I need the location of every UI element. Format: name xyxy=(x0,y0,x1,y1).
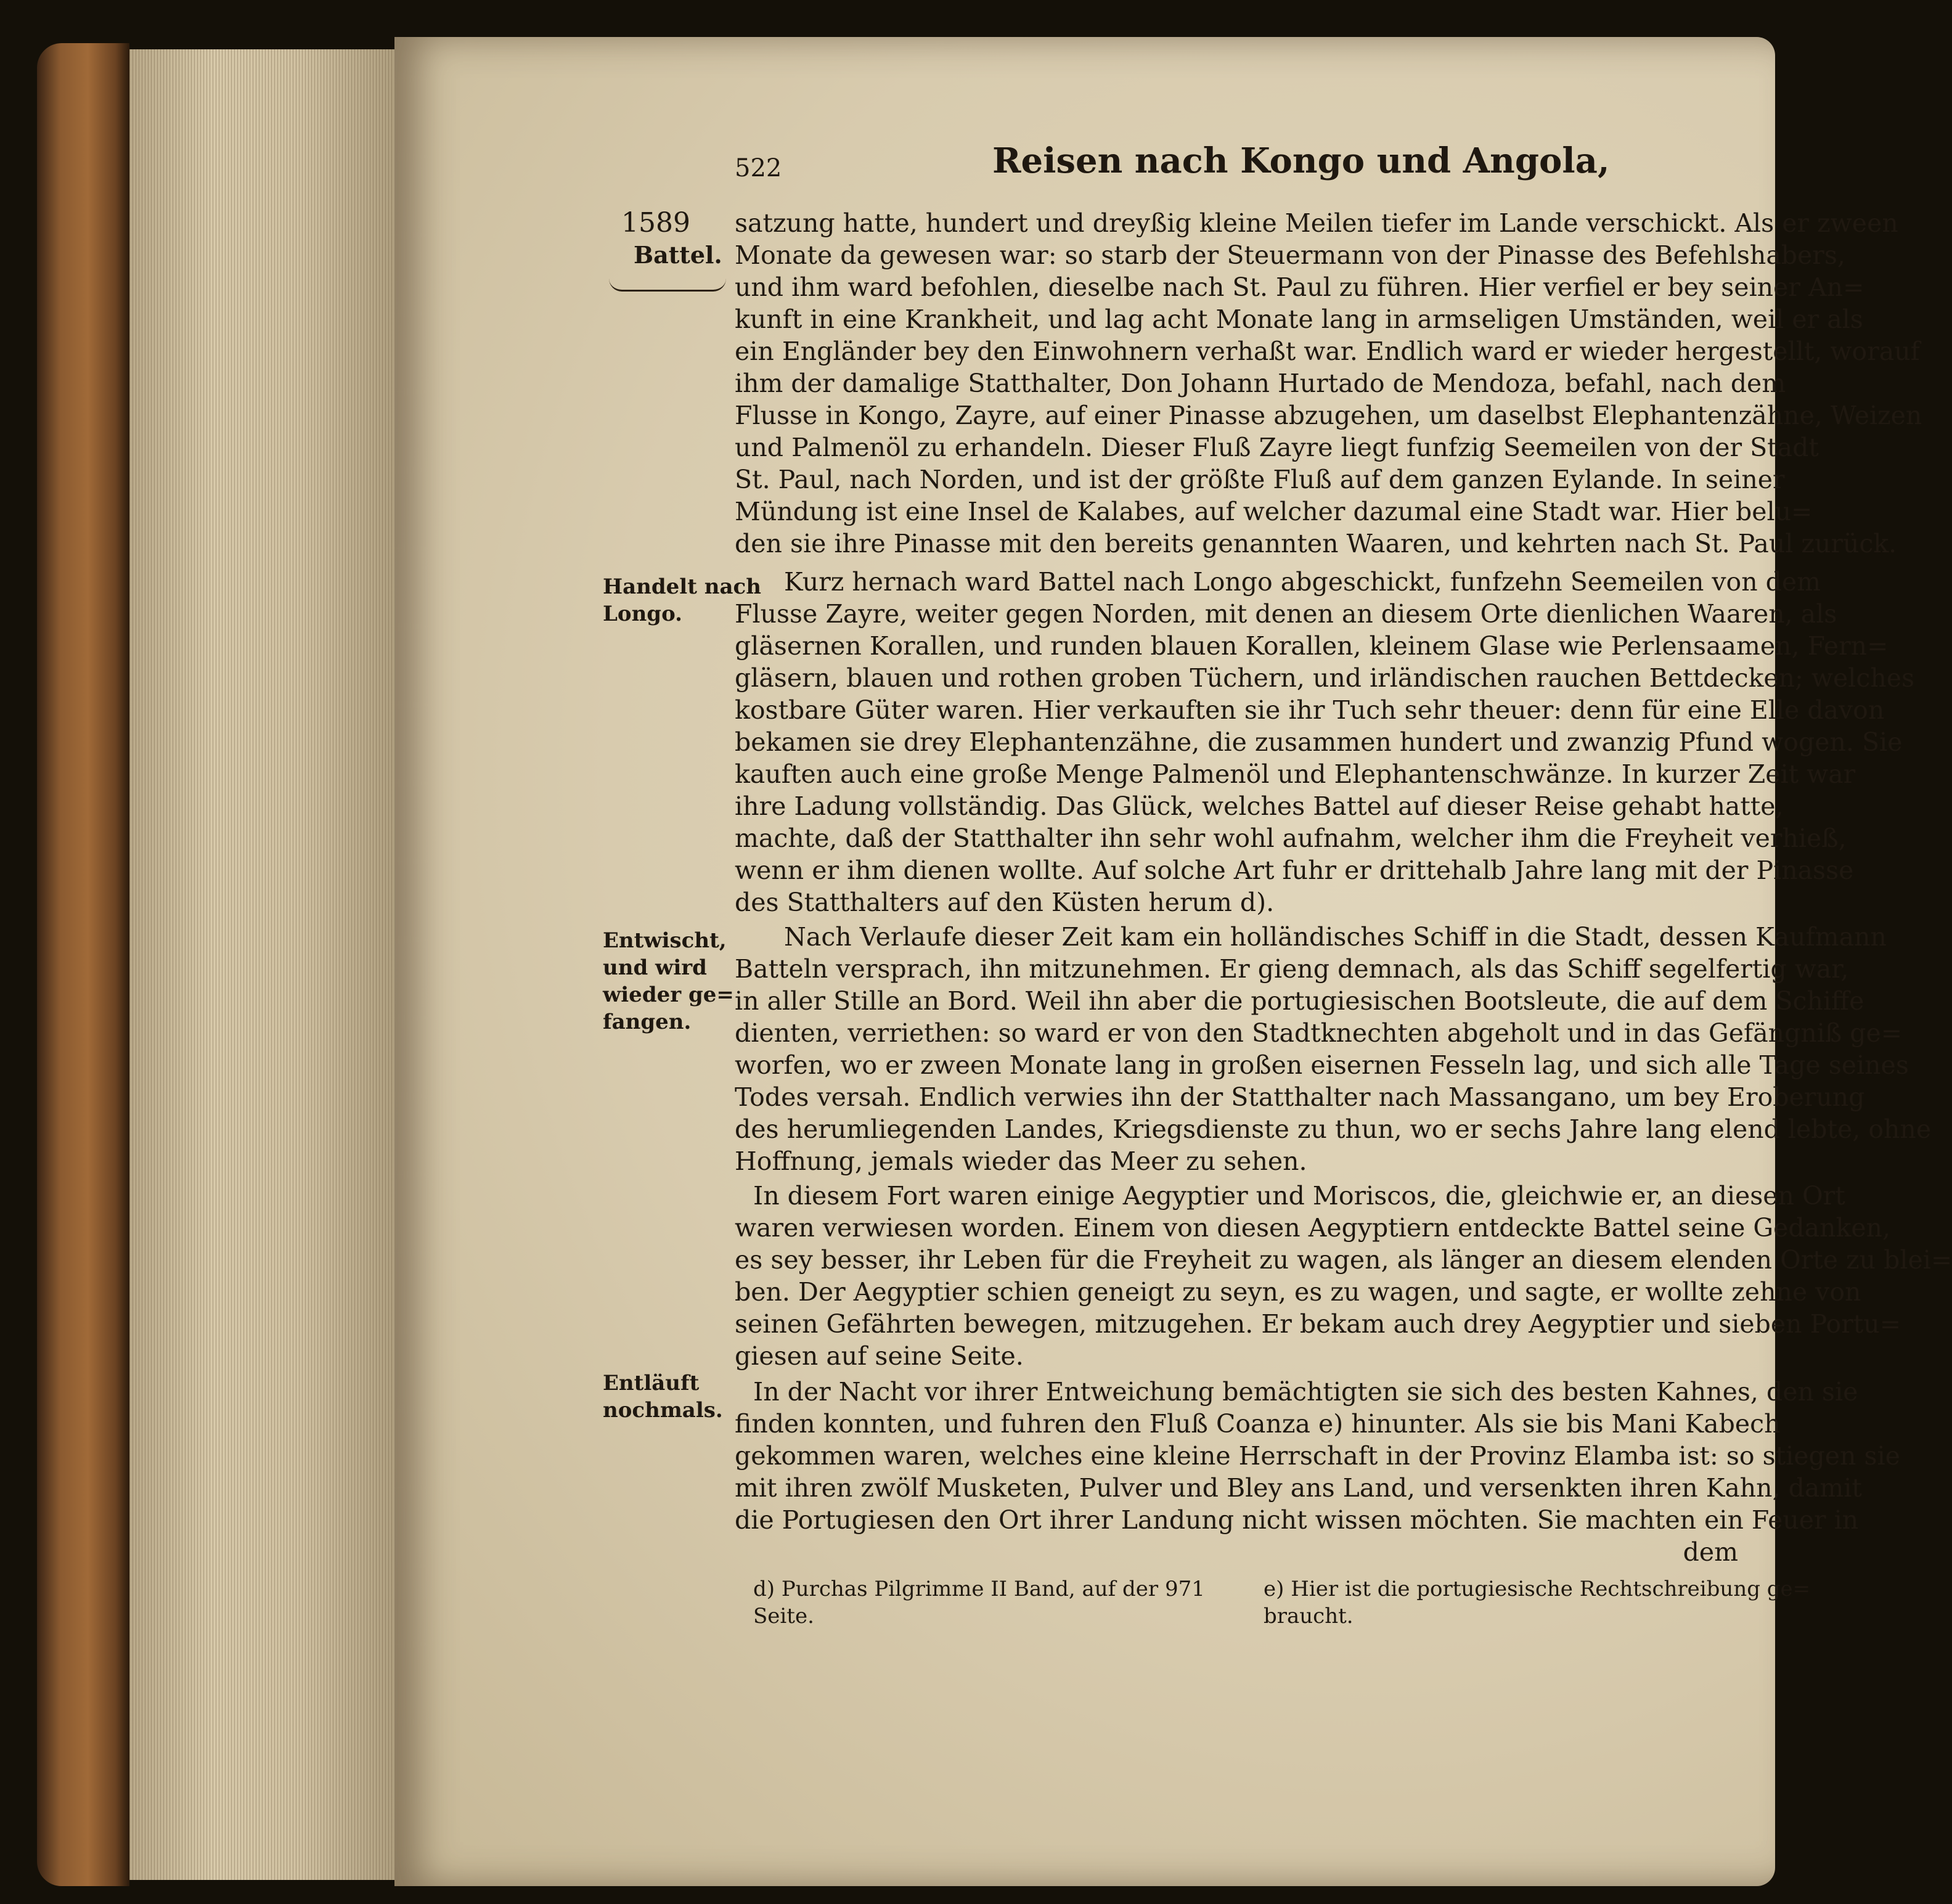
body-line: es sey besser, ihr Leben für die Freyheit zu wagen, als länger an diesem elenden Orte zu blei= xyxy=(735,1245,1952,1275)
margin-line: Entläuft xyxy=(603,1371,700,1395)
body-line: bekamen sie drey Elephantenzähne, die zusammen hundert und zwanzig Pfund wogen. Sie xyxy=(735,727,1903,757)
body-line: und Palmenöl zu erhandeln. Dieser Fluß Zayre liegt funfzig Seemeilen von der Stadt xyxy=(735,433,1819,462)
footnote-line: Seite. xyxy=(753,1604,814,1628)
body-line: ein Engländer bey den Einwohnern verhaßt war. Endlich ward er wieder hergestellt, worauf xyxy=(735,337,1920,366)
footnote-e xyxy=(1264,1575,1810,1630)
body-line: Flusse in Kongo, Zayre, auf einer Pinasse abzugehen, um daselbst Elephantenzähne, Weizen xyxy=(735,401,1922,430)
margin-year: 1589 xyxy=(621,207,690,239)
body-line: die Portugiesen den Ort ihrer Landung nicht wissen möchten. Sie machten ein Feuer in xyxy=(735,1505,1859,1535)
margin-line: und wird xyxy=(603,955,707,980)
body-line: St. Paul, nach Norden, und ist der größte Fluß auf dem ganzen Eylande. In seiner xyxy=(735,465,1785,494)
body-line: des Statthalters auf den Küsten herum d). xyxy=(735,888,1275,917)
body-line: Flusse Zayre, weiter gegen Norden, mit denen an diesem Orte dienlichen Waaren, als xyxy=(735,599,1837,629)
body-line: ihm der damalige Statthalter, Don Johann Hurtado de Mendoza, befahl, nach dem xyxy=(735,369,1786,398)
body-line: ihre Ladung vollständig. Das Glück, welches Battel auf dieser Reise gehabt hatte, xyxy=(735,791,1784,821)
book-left-edge xyxy=(37,43,413,1886)
footnote-line: d) Purchas Pilgrimme II Band, auf der 971 xyxy=(753,1577,1205,1601)
body-line: Todes versah. Endlich verwies ihn der Statthalter nach Massangano, um bey Eroberung xyxy=(735,1082,1865,1112)
margin-line: fangen. xyxy=(603,1010,692,1034)
margin-line: wieder ge= xyxy=(603,983,734,1007)
body-line: gläsernen Korallen, und runden blauen Korallen, kleinem Glase wie Perlensaamen, Fern= xyxy=(735,631,1889,661)
body-line: Mündung ist eine Insel de Kalabes, auf welcher dazumal eine Stadt war. Hier belu= xyxy=(735,497,1813,526)
body-line: In der Nacht vor ihrer Entweichung bemächtigten sie sich des besten Kahnes, den sie xyxy=(753,1377,1858,1407)
body-line: kauften auch eine große Menge Palmenöl und Elephantenschwänze. In kurzer Zeit war xyxy=(735,759,1856,789)
body-line: den sie ihre Pinasse mit den bereits genannten Waaren, und kehrten nach St. Paul zurück. xyxy=(735,529,1897,558)
catchword: dem xyxy=(1683,1537,1738,1567)
body-line: seinen Gefährten bewegen, mitzugehen. Er bekam auch drey Aegyptier und sieben Portu= xyxy=(735,1309,1901,1339)
page-number: 522 xyxy=(735,154,782,182)
body-line: mit ihren zwölf Musketen, Pulver und Bley ans Land, und versenkten ihren Kahn, damit xyxy=(735,1473,1862,1503)
body-line: ben. Der Aegyptier schien geneigt zu seyn, es zu wagen, und sagte, er wollte zehne von xyxy=(735,1277,1861,1307)
margin-note-year xyxy=(621,207,690,239)
page-edges xyxy=(129,49,413,1880)
margin-line: Handelt nach xyxy=(603,574,761,599)
body-line: machte, daß der Statthalter ihn sehr wohl aufnahm, welcher ihm die Freyheit verhieß, xyxy=(735,823,1847,853)
body-line: Hoffnung, jemals wieder das Meer zu sehen. xyxy=(735,1146,1307,1176)
body-line: in aller Stille an Bord. Weil ihn aber die portugiesischen Bootsleute, die auf dem Schiffe xyxy=(735,986,1864,1016)
body-line: und ihm ward befohlen, dieselbe nach St. Paul zu führen. Hier verfiel er bey seiner An= xyxy=(735,272,1864,302)
footnote-d xyxy=(753,1575,1205,1630)
body-line: worfen, wo er zween Monate lang in großen eisernen Fesseln lag, und sich alle Tage seines xyxy=(735,1050,1909,1080)
margin-note-battel: Battel. xyxy=(634,241,722,269)
margin-note-entwischt xyxy=(603,927,734,1036)
body-line: des herumliegenden Landes, Kriegsdienste zu thun, wo er sechs Jahre lang elend lebte, ohne xyxy=(735,1114,1932,1144)
margin-line: Longo. xyxy=(603,602,682,626)
body-line: wenn er ihm dienen wollte. Auf solche Art fuhr er drittehalb Jahre lang mit der Pinasse xyxy=(735,856,1854,885)
body-line: kostbare Güter waren. Hier verkauften sie ihr Tuch sehr theuer: denn für eine Elle davon xyxy=(735,695,1885,725)
margin-line: nochmals. xyxy=(603,1398,723,1423)
body-line: dienten, verriethen: so ward er von den Stadtknechten abgeholt und in das Gefängniß ge= xyxy=(735,1018,1903,1048)
footnote-line: braucht. xyxy=(1264,1604,1354,1628)
body-line: satzung hatte, hundert und dreyßig kleine Meilen tiefer im Lande verschickt. Als er zween xyxy=(735,208,1898,238)
margin-line: Entwischt, xyxy=(603,928,727,953)
body-line: In diesem Fort waren einige Aegyptier und Moriscos, die, gleichwie er, an diesen Ort xyxy=(753,1181,1845,1211)
body-line: gläsern, blauen und rothen groben Tüchern, und irländischen rauchen Bettdecken; welches xyxy=(735,663,1915,693)
body-line: Batteln versprach, ihn mitzunehmen. Er gieng demnach, als das Schiff segelfertig war, xyxy=(735,954,1849,984)
running-title: Reisen nach Kongo und Angola, xyxy=(992,141,1610,181)
margin-bracket xyxy=(609,279,726,292)
leather-cover xyxy=(37,43,129,1886)
body-line: waren verwiesen worden. Einem von diesen Aegyptiern entdeckte Battel seine Gedanken, xyxy=(735,1213,1891,1243)
body-line: gekommen waren, welches eine kleine Herrschaft in der Provinz Elamba ist: so stiegen sie xyxy=(735,1441,1900,1471)
body-line: Kurz hernach ward Battel nach Longo abgeschickt, funfzehn Seemeilen von dem xyxy=(784,567,1821,597)
body-line: kunft in eine Krankheit, und lag acht Monate lang in armseligen Umständen, weil er als xyxy=(735,304,1863,334)
body-line: Monate da gewesen war: so starb der Steuermann von der Pinasse des Befehlshabers, xyxy=(735,240,1845,270)
margin-note-entlaeuft xyxy=(603,1370,723,1424)
footnote-line: e) Hier ist die portugiesische Rechtschreibung ge= xyxy=(1264,1577,1811,1601)
body-line: finden konnten, und fuhren den Fluß Coanza e) hinunter. Als sie bis Mani Kabech xyxy=(735,1409,1781,1439)
body-line: giesen auf seine Seite. xyxy=(735,1341,1024,1371)
body-line: Nach Verlaufe dieser Zeit kam ein holländisches Schiff in die Stadt, dessen Kaufmann xyxy=(784,922,1887,952)
